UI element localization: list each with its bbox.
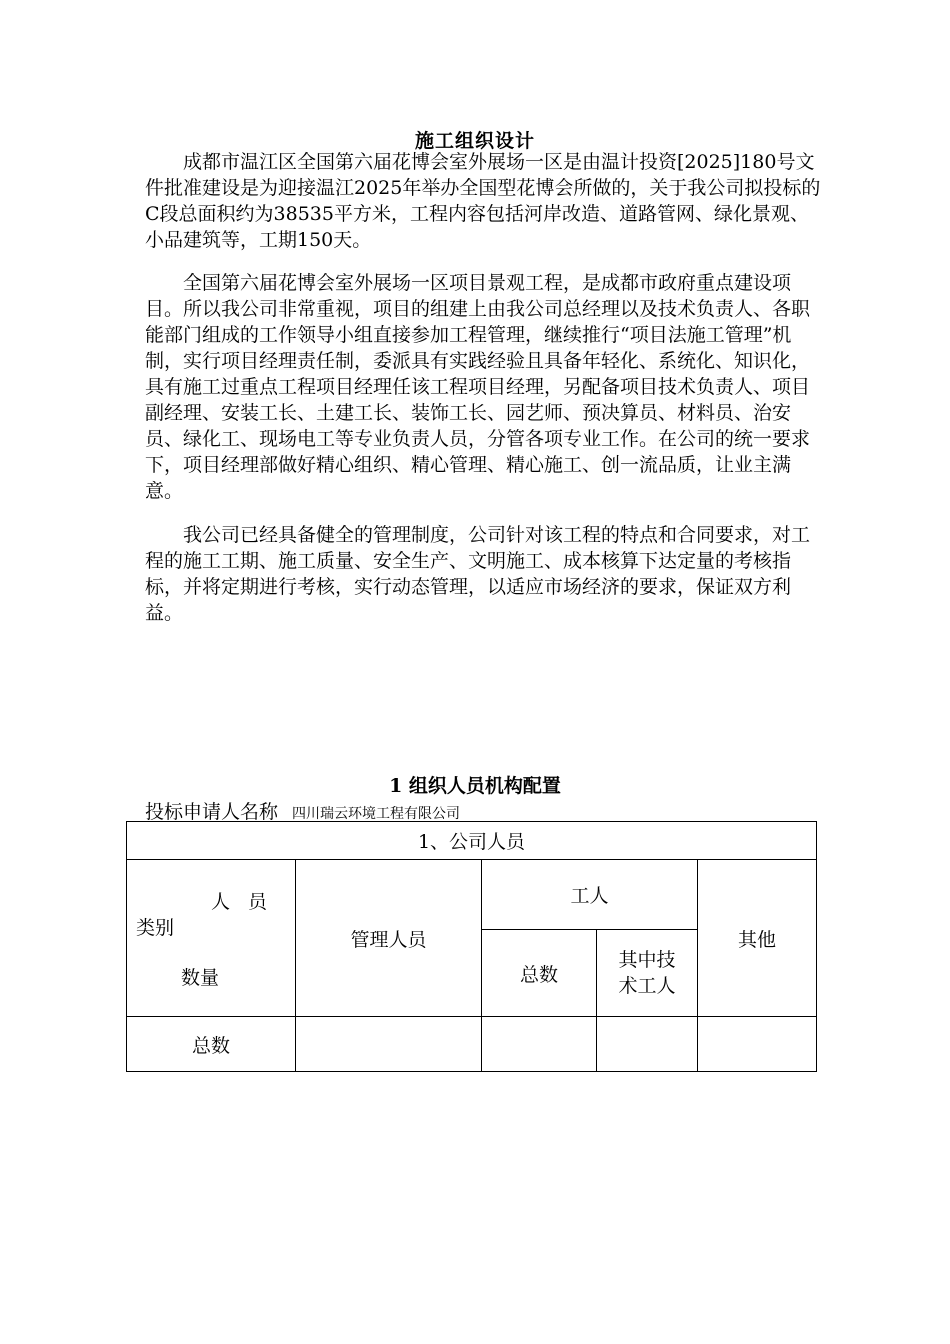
header-category-cell bbox=[127, 860, 296, 1017]
table-caption-row bbox=[127, 822, 817, 860]
cell-workers-total bbox=[482, 1017, 597, 1072]
header-management: 管理人员 bbox=[296, 860, 482, 1017]
staff-table bbox=[126, 821, 817, 1072]
cell-tech-workers-total bbox=[597, 1017, 698, 1072]
document-title: 施工组织设计 bbox=[414, 130, 535, 152]
header-personnel-label: 人员 bbox=[210, 891, 285, 913]
paragraph-management: 我公司已经具备健全的管理制度，公司针对该工程的特点和合同要求，对工程的施工工期、施工质量、安全生产、文明施工、成本核算下达定量的考核指标，并将定期进行考核，实行动态管理，以适应市场经济的要求，保证双方利益。 bbox=[145, 524, 811, 624]
header-quantity-label: 数量 bbox=[181, 967, 220, 989]
header-category-label: 类别 bbox=[136, 917, 175, 939]
header-tech-workers: 其中技术工人 bbox=[597, 930, 698, 1017]
applicant-value: 四川瑞云环境工程有限公司 bbox=[292, 806, 461, 822]
applicant-label: 投标申请人名称 bbox=[145, 801, 279, 823]
header-workers: 工人 bbox=[482, 860, 698, 930]
row-total-label: 总数 bbox=[127, 1017, 296, 1072]
paragraph-intro: 成都市温江区全国第六届花博会室外展场一区是由温计投资[2025]180号文件批准建设是为迎接温江2025年举办全国型花博会所做的，关于我公司拟投标的C段总面积约为38535平方米，工程内容包括河岸改造、道路管网、绿化景观、小品建筑等，工期150天。 bbox=[145, 151, 821, 251]
paragraph-organization: 全国第六届花博会室外展场一区项目景观工程，是成都市政府重点建设项目。所以我公司非常重视，项目的组建上由我公司总经理以及技术负责人、各职能部门组成的工作领导小组直接参加工程管理，继续推行“项目法施工管理”机制，实行项目经理责任制，委派具有实践经验且具备年轻化、系统化、知识化，具有施工过重点工程项目经理任该工程项目经理，另配备项目技术负责人、项目副经理、安装工长、土建工长、装饰工长、园艺师、预决算员、材料员、治安员、绿化工、现场电工等专业负责人员，分管各项专业工作。在公司的统一要求下，项目经理部做好精心组织、精心管理、精心施工、创一流品质，让业主满意。 bbox=[145, 272, 811, 502]
applicant-row bbox=[145, 797, 460, 821]
cell-management-total bbox=[296, 1017, 482, 1072]
header-other: 其他 bbox=[698, 860, 817, 1017]
header-workers-total: 总数 bbox=[482, 930, 597, 1017]
table-total-row bbox=[127, 1017, 817, 1072]
section-title: 1 组织人员机构配置 bbox=[389, 775, 561, 797]
table-caption: 1、公司人员 bbox=[127, 822, 817, 860]
table-header-row bbox=[127, 860, 817, 930]
cell-other-total bbox=[698, 1017, 817, 1072]
